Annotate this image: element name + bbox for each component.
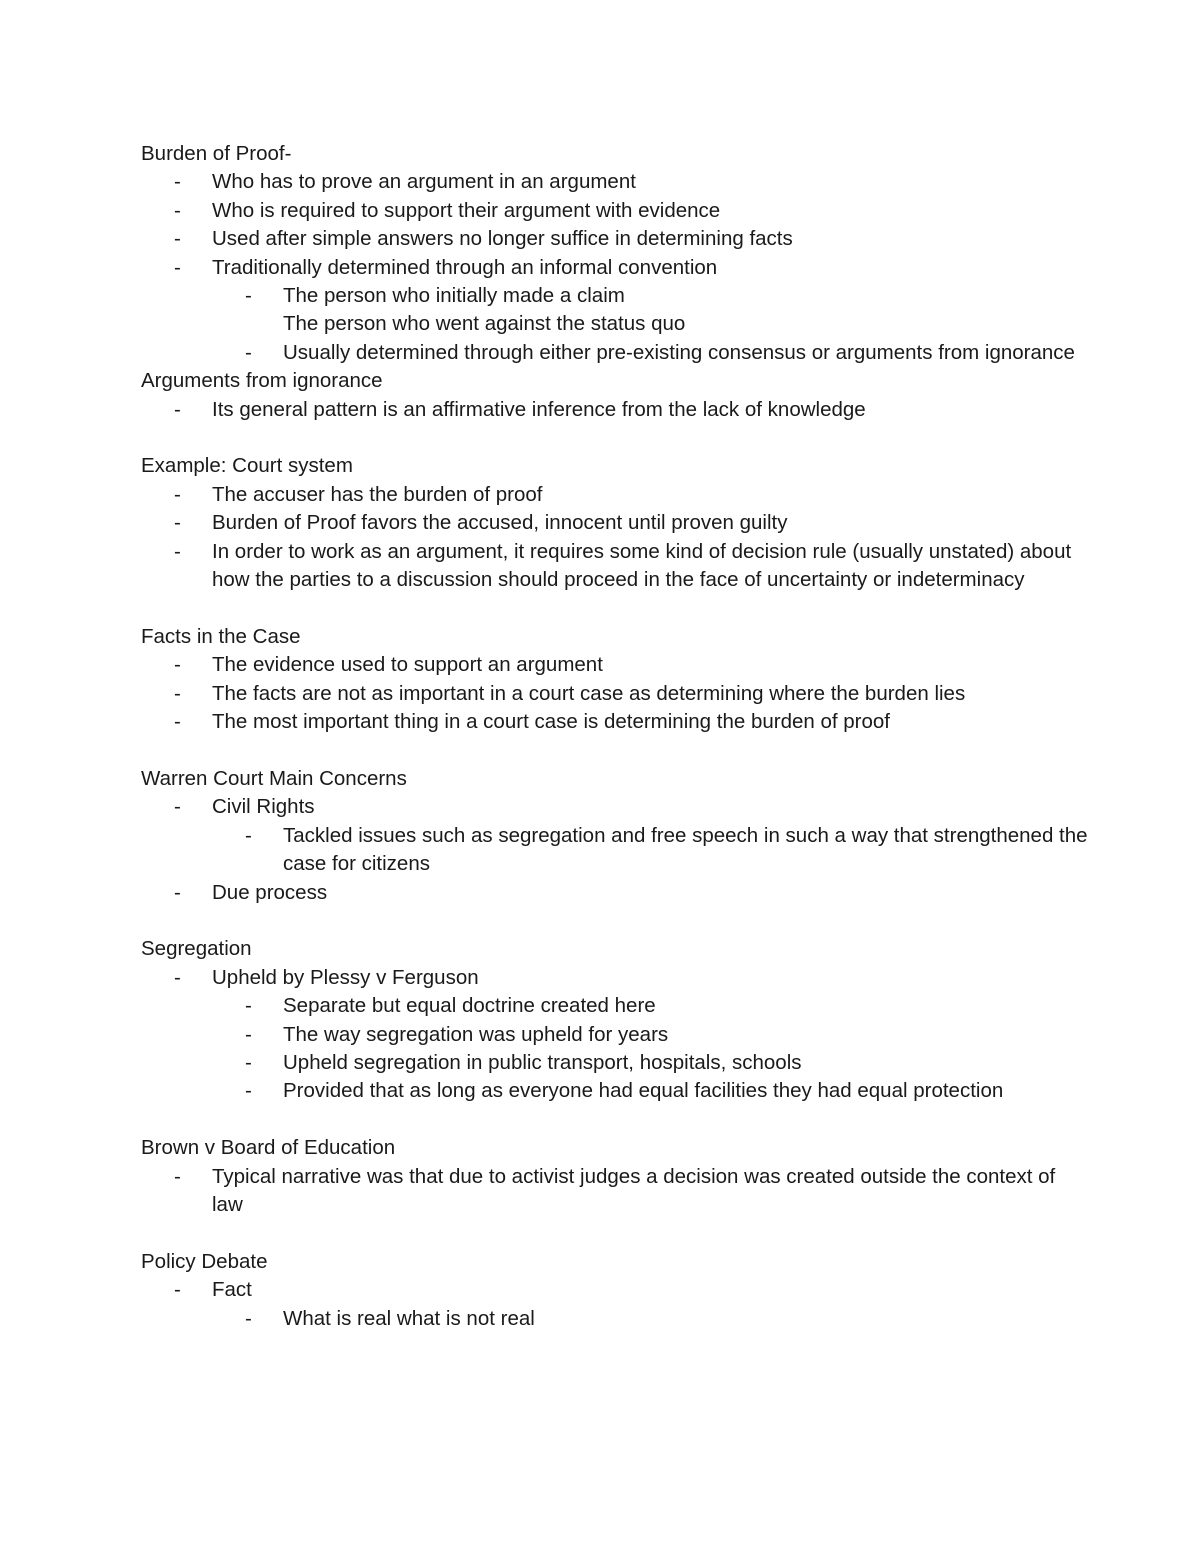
- bullet-text: Fact: [212, 1278, 252, 1302]
- dash-bullet: -: [245, 1050, 252, 1074]
- bullet-item: [141, 651, 1091, 679]
- bullet-text: Who has to prove an argument in an argument: [212, 170, 636, 194]
- note-section: [141, 367, 1091, 452]
- bullet-item: [141, 254, 1091, 282]
- note-section: [141, 935, 1091, 1134]
- sub-bullet-item: [141, 282, 1091, 310]
- note-section: [141, 623, 1091, 765]
- dash-bullet: -: [245, 1306, 252, 1330]
- dash-bullet: -: [245, 823, 252, 847]
- section-heading: Warren Court Main Concerns: [141, 766, 407, 790]
- sub-bullet-item: [141, 822, 1091, 879]
- note-section: [141, 140, 1091, 367]
- bullet-text: The person who went against the status quo: [283, 312, 686, 336]
- bullet-text: Tackled issues such as segregation and free speech in such a way that strengthened the case for citizens: [283, 823, 1088, 876]
- bullet-text: What is real what is not real: [283, 1306, 535, 1330]
- sub-bullet-item: [141, 1305, 1091, 1333]
- section-heading: Example: Court system: [141, 454, 353, 478]
- note-section: [141, 1248, 1091, 1333]
- bullet-text: Usually determined through either pre-existing consensus or arguments from ignorance: [283, 340, 1075, 364]
- section-heading: Policy Debate: [141, 1249, 268, 1273]
- dash-bullet: -: [174, 198, 181, 222]
- note-section: [141, 765, 1091, 935]
- bullet-text: Used after simple answers no longer suffice in determining facts: [212, 227, 793, 251]
- bullet-item: [141, 708, 1091, 736]
- dash-bullet: -: [245, 1079, 252, 1103]
- section-heading: Segregation: [141, 937, 252, 961]
- dash-bullet: -: [245, 994, 252, 1018]
- bullet-text: Civil Rights: [212, 795, 315, 819]
- bullet-item: [141, 879, 1091, 907]
- sub-bullet-item: [141, 1021, 1091, 1049]
- dash-bullet: -: [174, 880, 181, 904]
- blank-line: [141, 907, 1091, 935]
- dash-bullet: -: [245, 340, 252, 364]
- bullet-item: [141, 964, 1091, 992]
- dash-bullet: -: [174, 653, 181, 677]
- dash-bullet: -: [174, 170, 181, 194]
- sub-bullet-item: [141, 1077, 1091, 1105]
- section-heading: Burden of Proof-: [141, 142, 292, 165]
- dash-bullet: -: [174, 965, 181, 989]
- bullet-text: Who is required to support their argument with evidence: [212, 198, 721, 222]
- bullet-text: The facts are not as important in a court case as determining where the burden lies: [212, 681, 966, 705]
- bullet-text: Traditionally determined through an informal convention: [212, 255, 718, 279]
- document-page: [141, 140, 1091, 1333]
- bullet-item: [141, 538, 1091, 595]
- bullet-text: Typical narrative was that due to activist judges a decision was created outside the context of law: [212, 1164, 1056, 1216]
- blank-line: [141, 1219, 1091, 1247]
- sub-bullet-item: [141, 992, 1091, 1020]
- bullet-text: Upheld by Plessy v Ferguson: [212, 965, 479, 989]
- dash-bullet: -: [174, 539, 181, 563]
- sub-bullet-item: [141, 1049, 1091, 1077]
- bullet-text: Due process: [212, 880, 328, 904]
- dash-bullet: -: [174, 511, 181, 535]
- bullet-item: [141, 793, 1091, 821]
- bullet-item: [141, 481, 1091, 509]
- section-heading: Facts in the Case: [141, 624, 301, 648]
- bullet-item: [141, 168, 1091, 196]
- dash-bullet: -: [174, 1164, 181, 1188]
- blank-line: [141, 424, 1091, 452]
- dash-bullet: -: [245, 1022, 252, 1046]
- dash-bullet: -: [174, 482, 181, 506]
- bullet-text: Provided that as long as everyone had equal facilities they had equal protection: [283, 1079, 1004, 1103]
- bullet-item: [141, 197, 1091, 225]
- dash-bullet: -: [174, 795, 181, 819]
- sub-bullet-item: [141, 339, 1091, 367]
- bullet-text: The way segregation was upheld for years: [283, 1022, 669, 1046]
- bullet-text: Separate but equal doctrine created here: [283, 994, 656, 1018]
- blank-line: [141, 1106, 1091, 1134]
- bullet-text: The person who initially made a claim: [283, 284, 625, 308]
- note-section: [141, 452, 1091, 622]
- bullet-text: The evidence used to support an argument: [212, 653, 603, 677]
- blank-line: [141, 594, 1091, 622]
- bullet-item: [141, 1276, 1091, 1304]
- note-section: [141, 1134, 1091, 1248]
- bullet-text: The most important thing in a court case is determining the burden of proof: [212, 710, 891, 734]
- bullet-item: [141, 396, 1091, 424]
- dash-bullet: -: [174, 255, 181, 279]
- bullet-text: The accuser has the burden of proof: [212, 482, 543, 506]
- bullet-text: Burden of Proof favors the accused, innocent until proven guilty: [212, 511, 788, 535]
- section-heading: Brown v Board of Education: [141, 1136, 396, 1160]
- bullet-item: [141, 1163, 1091, 1220]
- dash-bullet: -: [174, 397, 181, 421]
- bullet-item: [141, 225, 1091, 253]
- dash-bullet: -: [174, 1278, 181, 1302]
- bullet-text: Its general pattern is an affirmative inference from the lack of knowledge: [212, 397, 866, 421]
- bullet-item: [141, 680, 1091, 708]
- section-heading: Arguments from ignorance: [141, 369, 383, 393]
- blank-line: [141, 737, 1091, 765]
- dash-bullet: -: [174, 227, 181, 251]
- bullet-item: [141, 509, 1091, 537]
- dash-bullet: -: [245, 284, 252, 308]
- dash-bullet: -: [174, 681, 181, 705]
- bullet-text: Upheld segregation in public transport, hospitals, schools: [283, 1050, 802, 1074]
- continuation-line: [141, 310, 1091, 338]
- dash-bullet: -: [174, 710, 181, 734]
- bullet-text: In order to work as an argument, it requires some kind of decision rule (usually unstated) about how the parties to a discussion should proceed in the face of uncertainty or indeterminacy: [212, 539, 1072, 592]
